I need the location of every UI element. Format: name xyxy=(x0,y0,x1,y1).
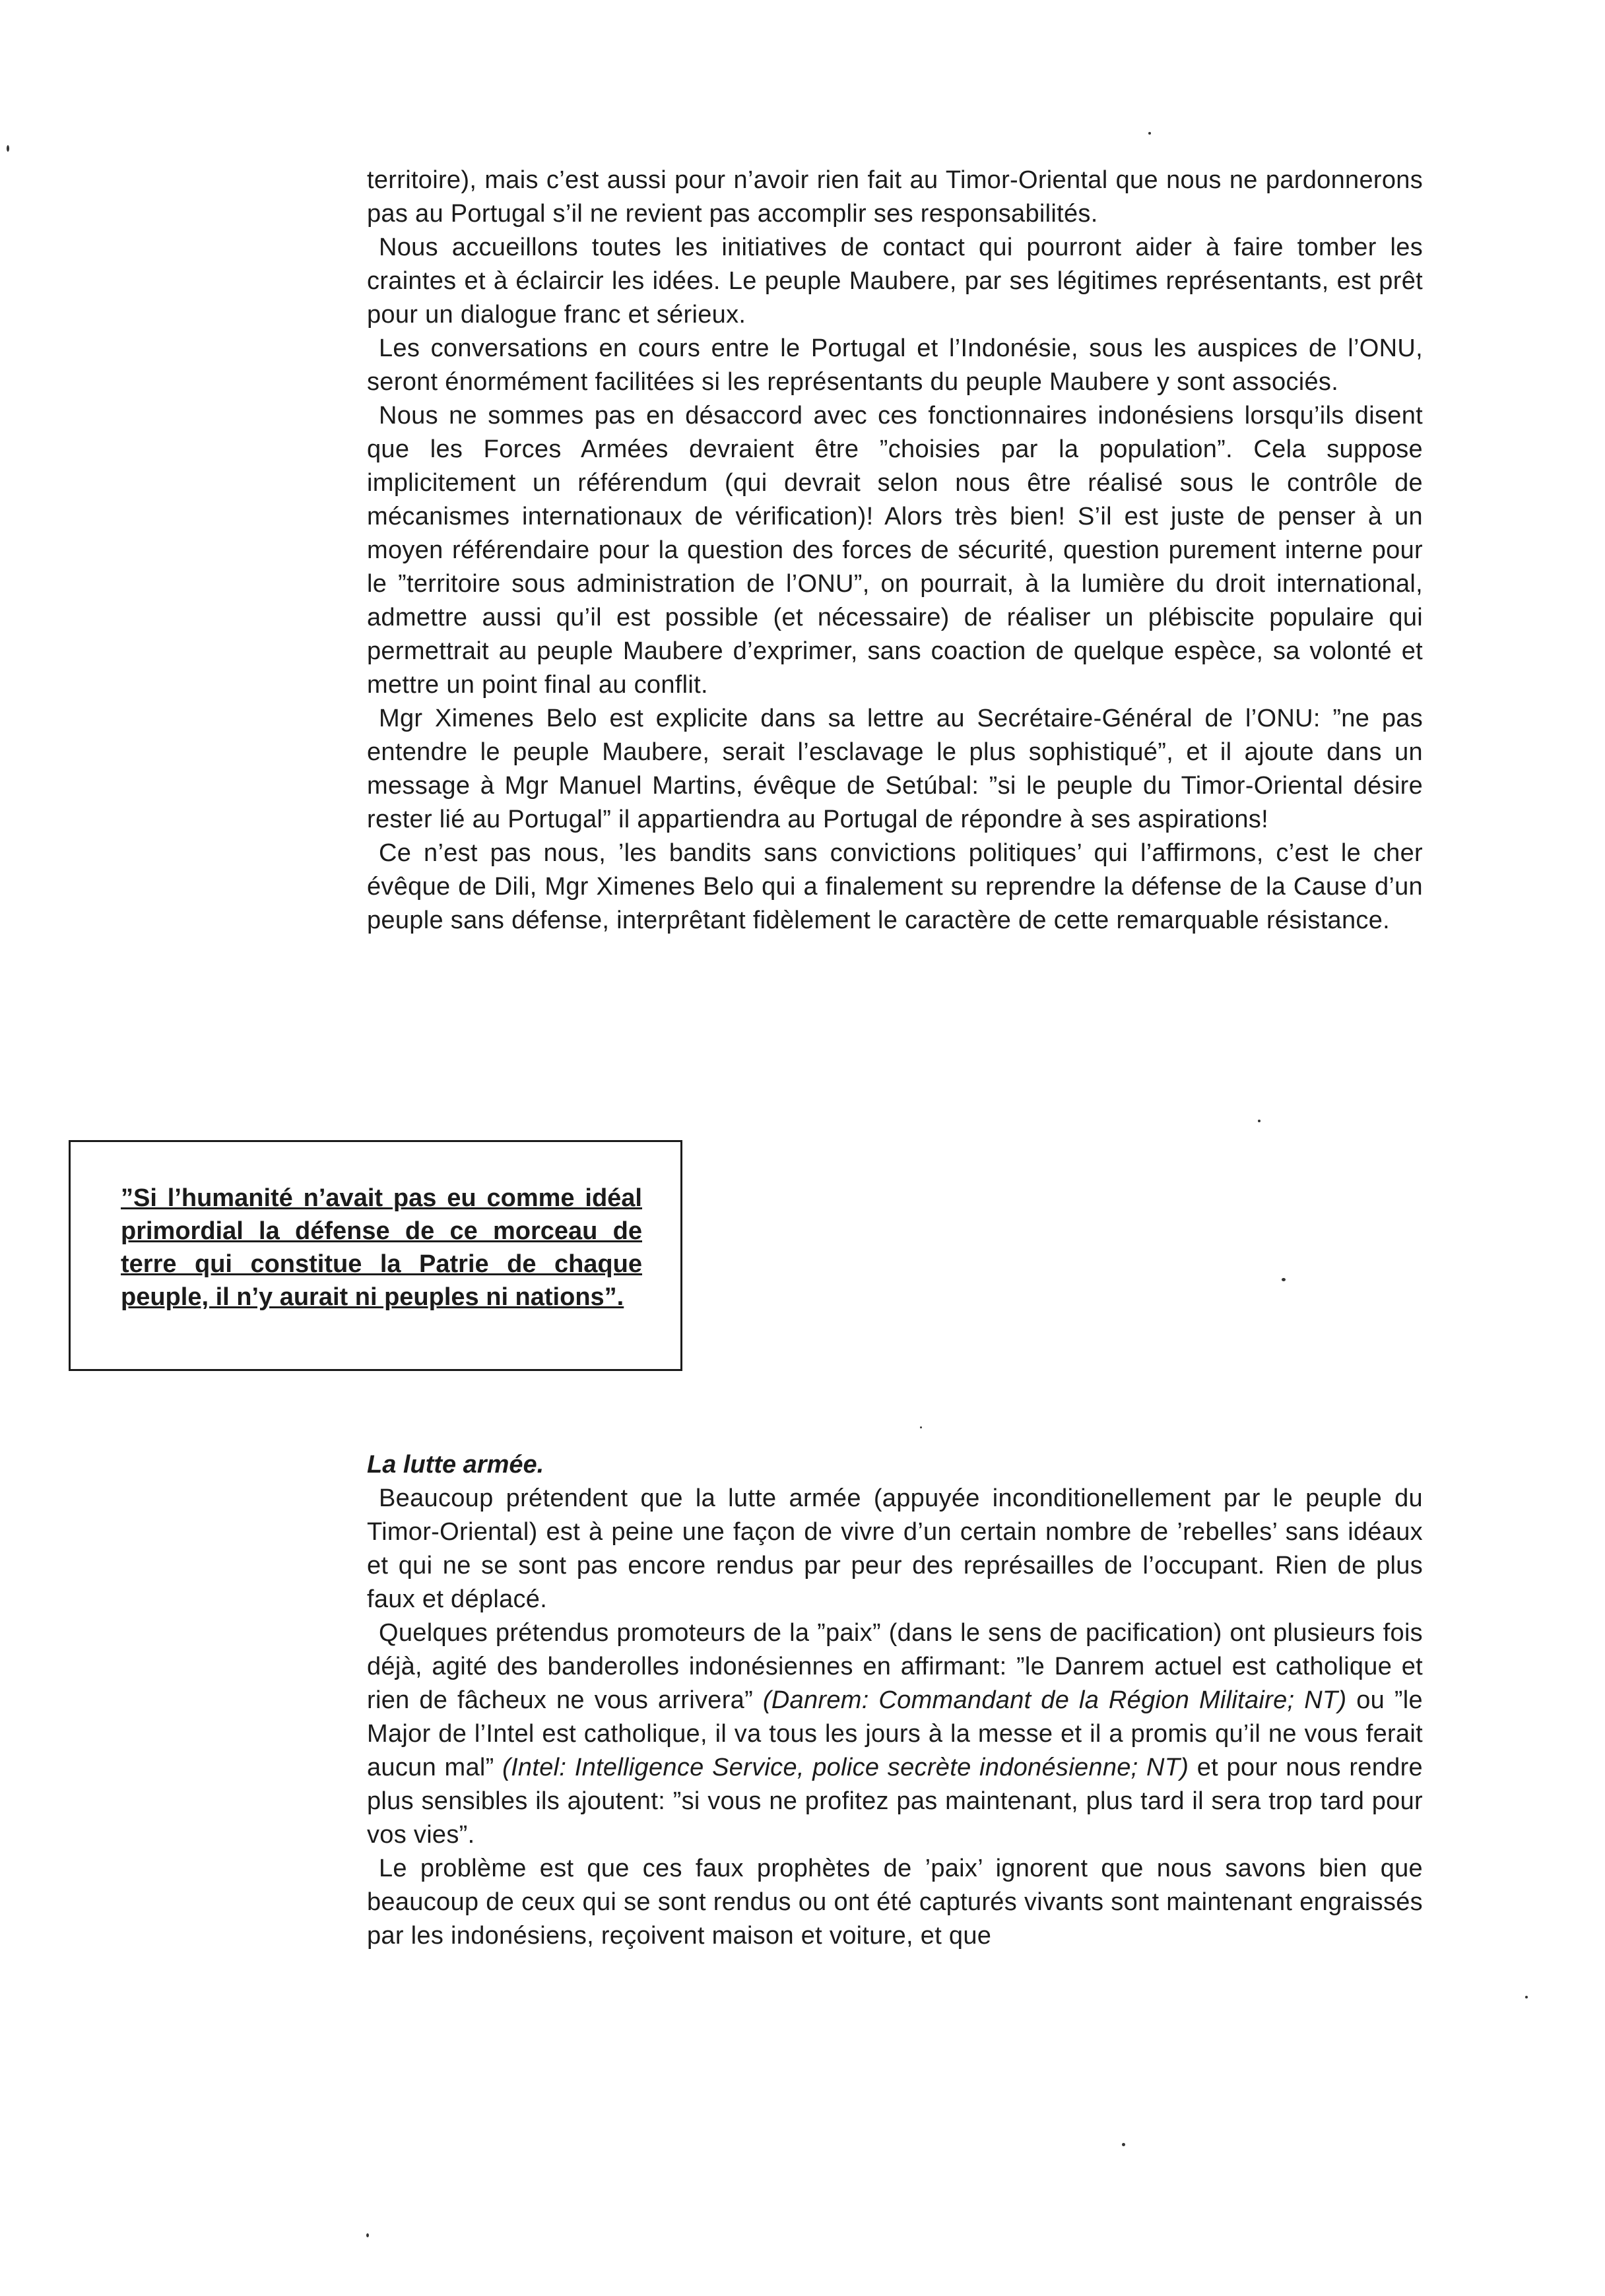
paragraph: Beaucoup prétendent que la lutte armée (appuyée inconditionellement par le peuple du Timor-Oriental) est à peine une façon de vivre d’un certain nombre de ’rebelles’ sans idéaux et qui ne se sont pas encore rendus par peur des représailles de l’occupant. Rien de plus faux et déplacé. xyxy=(367,1484,1423,1613)
scan-speck xyxy=(1122,2143,1125,2146)
paragraph-text: ou ”le Major de l’Intel est catholique, il va tous les jours à la messe et il a promis qu’il ne vous ferait aucun mal” xyxy=(367,1686,1423,1781)
translator-note: (Danrem: Commandant de la Région Militaire; NT) xyxy=(762,1686,1347,1714)
translator-note: (Intel: Intelligence Service, police secrète indonésienne; NT) xyxy=(502,1754,1189,1781)
quote-box xyxy=(69,1140,682,1371)
scan-speck xyxy=(920,1426,922,1428)
paragraph: Les conversations en cours entre le Portugal et l’Indonésie, sous les auspices de l’ONU, seront énormément facilitées si les représentants du peuple Maubere y sont associés. xyxy=(367,335,1423,396)
scan-speck xyxy=(1282,1278,1286,1281)
armed-struggle-section xyxy=(367,1448,1423,1953)
paragraph: Ce n’est pas nous, ’les bandits sans convictions politiques’ qui l’affirmons, c’est le cher évêque de Dili, Mgr Ximenes Belo qui a finalement su reprendre la défense de la Cause d’un peuple sans défense, interprêtant fidèlement le caractère de cette remarquable résistance. xyxy=(367,839,1423,934)
paragraph xyxy=(367,1616,1423,1852)
paragraph-text: Quelques prétendus promoteurs de la ”paix” (dans le sens de pacification) ont plusieurs fois déjà, agité des banderolles indonésiennes en affirmant: ”le Danrem actuel est catholique et rien de fâcheux ne vous arrivera” xyxy=(367,1619,1423,1714)
scan-speck xyxy=(1148,132,1151,135)
paragraph-text: et pour nous rendre plus sensibles ils ajoutent: ”si vous ne profitez pas maintenant, plus tard il sera trop tard pour vos vies”. xyxy=(367,1754,1423,1849)
paragraph: Mgr Ximenes Belo est explicite dans sa lettre au Secrétaire-Général de l’ONU: ”ne pas entendre le peuple Maubere, serait l’esclavage le plus sophistiqué”, et il ajoute dans un message à Mgr Manuel Martins, évêque de Setúbal: ”si le peuple du Timor-Oriental désire rester lié au Portugal” il appartiendra au Portugal de répondre à ses aspirations! xyxy=(367,705,1423,833)
paragraph: Le problème est que ces faux prophètes de ’paix’ ignorent que nous savons bien que beaucoup de ceux qui se sont rendus ou ont été capturés vivants sont maintenant engraissés par les indonésiens, reçoivent maison et voiture, et que xyxy=(367,1855,1423,1950)
scan-speck xyxy=(366,2233,369,2237)
scan-speck xyxy=(7,145,9,152)
scan-speck xyxy=(1258,1120,1261,1122)
paragraph: Nous accueillons toutes les initiatives de contact qui pourront aider à faire tomber les craintes et à éclaircir les idées. Le peuple Maubere, par ses légitimes représentants, est prêt pour un dialogue franc et sérieux. xyxy=(367,234,1423,329)
paragraph: Nous ne sommes pas en désaccord avec ces fonctionnaires indonésiens lorsqu’ils disent que les Forces Armées devraient être ”choisies par la population”. Cela suppose implicitement un référendum (qui devrait selon nous être réalisé sous le contrôle de mécanismes internationaux de vérification)! Alors très bien! S’il est juste de penser à un moyen référendaire pour la question des forces de sécurité, question purement interne pour le ”territoire sous administration de l’ONU”, on pourrait, à la lumière du droit international, admettre aussi qu’il est possible (et nécessaire) de réaliser un plébiscite populaire qui permettrait au peuple Maubere d’exprimer, sans coaction de quelque espèce, sa volonté et mettre un point final au conflit. xyxy=(367,402,1423,699)
paragraph: territoire), mais c’est aussi pour n’avoir rien fait au Timor-Oriental que nous ne pardonnerons pas au Portugal s’il ne revient pas accomplir ses responsabilités. xyxy=(367,166,1423,228)
scan-speck xyxy=(1525,1996,1528,1998)
section-heading: La lutte armée. xyxy=(367,1451,544,1479)
quote-text: ”Si l’humanité n’avait pas eu comme idéal primordial la défense de ce morceau de terre qui constitue la Patrie de chaque peuple, il n’y aurait ni peuples ni nations”. xyxy=(121,1184,642,1311)
top-text-block xyxy=(367,164,1423,938)
